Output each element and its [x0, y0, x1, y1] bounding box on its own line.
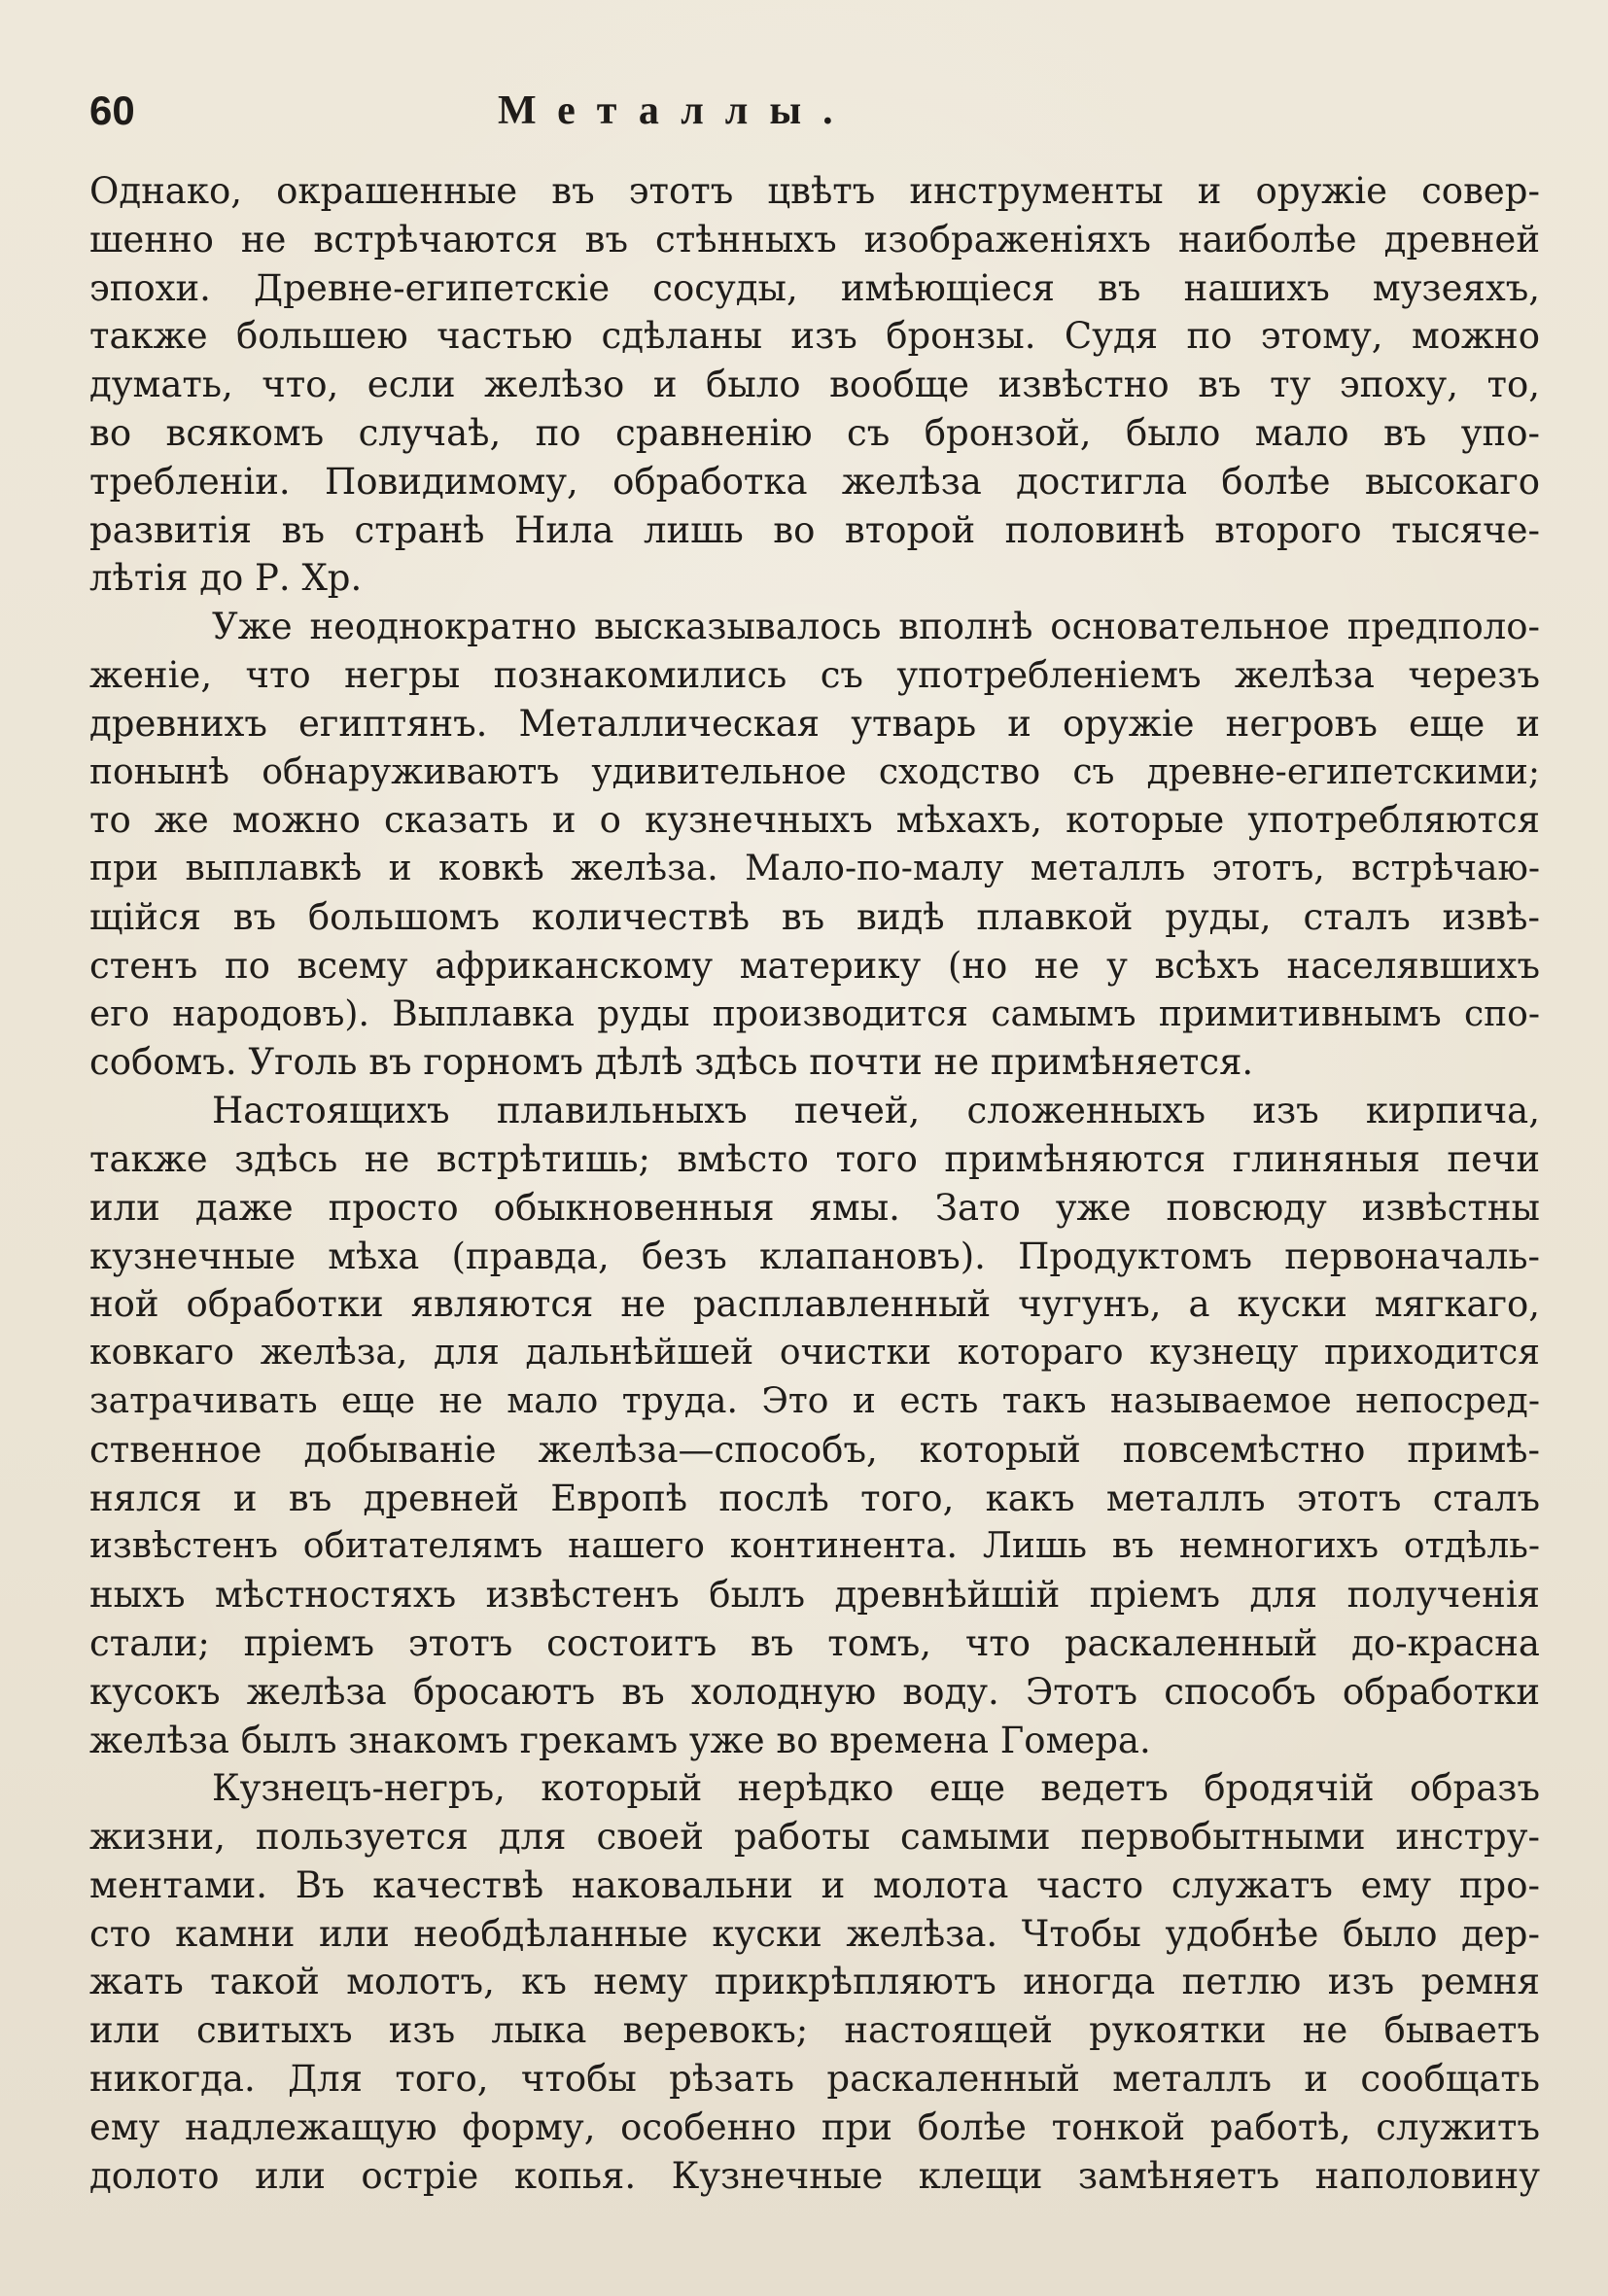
text-line: понынѣ обнаруживаютъ удивительное сходство съ древне-египетскими; — [89, 751, 1540, 792]
text-line: никогда. Для того, чтобы рѣзать раскаленный металлъ и сообщать — [89, 2058, 1540, 2101]
text-line: или свитыхъ изъ лыка веревокъ; настоящей рукоятки не бываетъ — [89, 2009, 1540, 2052]
text-line: ной обработки являются не расплавленный чугунъ, а куски мягкаго, — [89, 1283, 1540, 1326]
running-title: Металлы. — [498, 88, 855, 133]
text-line: также большею частью сдѣланы изъ бронзы. Судя по этому, можно — [89, 315, 1540, 358]
paragraph-first-line: Уже неоднократно высказывалось вполнѣ основательное предполо- — [212, 606, 1540, 648]
text-line: ныхъ мѣстностяхъ извѣстенъ былъ древнѣйшій пріемъ для полученія — [89, 1574, 1540, 1617]
text-line: ственное добываніе желѣза—способъ, который повсемѣстно примѣ- — [89, 1428, 1540, 1471]
text-line: кусокъ желѣза бросаютъ въ холодную воду. Этотъ способъ обработки — [89, 1670, 1540, 1713]
paragraph-first-line: Настоящихъ плавильныхъ печей, сложенныхъ изъ кирпича, — [212, 1090, 1540, 1132]
text-line: щійся въ большомъ количествѣ въ видѣ плавкой руды, сталъ извѣ- — [89, 895, 1540, 938]
text-line: при выплавкѣ и ковкѣ желѣза. Мало-по-малу металлъ этотъ, встрѣчаю- — [89, 849, 1540, 889]
text-line: развитія въ странѣ Нила лишь во второй половинѣ второго тысяче- — [89, 508, 1540, 551]
text-line: извѣстенъ обитателямъ нашего континента. Лишь въ немногихъ отдѣль- — [89, 1526, 1540, 1567]
text-line: ему надлежащую форму, особенно при болѣе тонкой работѣ, служитъ — [89, 2105, 1540, 2148]
text-line: древнихъ египтянъ. Металлическая утварь и оружіе негровъ еще и — [89, 702, 1540, 745]
text-line: то же можно сказать и о кузнечныхъ мѣхахъ, которые употребляются — [89, 799, 1540, 842]
text-line: нялся и въ древней Европѣ послѣ того, какъ металлъ этотъ сталъ — [89, 1477, 1540, 1519]
page-number: 60 — [89, 87, 135, 133]
text-line: жать такой молотъ, къ нему прикрѣпляютъ иногда петлю изъ ремня — [89, 1961, 1540, 2003]
body-text — [89, 167, 1540, 2200]
text-line: эпохи. Древне-египетскіе сосуды, имѣющіеся въ нашихъ музеяхъ, — [89, 266, 1540, 309]
text-line: лѣтія до Р. Хр. — [89, 557, 363, 600]
text-line: долото или остріе копья. Кузнечные клещи замѣняетъ наполовину — [89, 2154, 1540, 2197]
text-line: жизни, пользуется для своей работы самыми первобытными инстру- — [89, 1816, 1540, 1859]
text-line: стенъ по всему африканскому материку (но не у всѣхъ населявшихъ — [89, 944, 1540, 987]
text-line: затрачивать еще не мало труда. Это и есть такъ называемое непосред- — [89, 1380, 1540, 1421]
text-line: желѣза былъ знакомъ грекамъ уже во времена Гомера. — [89, 1719, 1151, 1761]
text-line: во всякомъ случаѣ, по сравненію съ бронзой, было мало въ упо- — [89, 411, 1540, 454]
text-line: ментами. Въ качествѣ наковальни и молота часто служатъ ему про- — [89, 1863, 1540, 1906]
page-header — [89, 84, 1519, 142]
text-line: собомъ. Уголь въ горномъ дѣлѣ здѣсь почти не примѣняется. — [89, 1041, 1254, 1084]
text-line: кузнечные мѣха (правда, безъ клапановъ). Продуктомъ первоначаль- — [89, 1235, 1540, 1277]
paragraph-first-line: Кузнецъ-негръ, который нерѣдко еще ведетъ бродячій образъ — [212, 1767, 1540, 1810]
text-line: думать, что, если желѣзо и было вообще извѣстно въ ту эпоху, то, — [89, 364, 1540, 406]
text-line: ковкаго желѣза, для дальнѣйшей очистки котораго кузнецу приходится — [89, 1333, 1540, 1374]
text-line: сто камни или необдѣланные куски желѣза. Чтобы удобнѣе было дер- — [89, 1912, 1540, 1955]
text-line: стали; пріемъ этотъ состоитъ въ томъ, что раскаленный до-красна — [89, 1621, 1540, 1664]
text-line: также здѣсь не встрѣтишь; вмѣсто того примѣняются глиняныя печи — [89, 1137, 1540, 1180]
text-line: женіе, что негры познакомились съ употребленіемъ желѣза черезъ — [89, 653, 1540, 696]
text-line: или даже просто обыкновенныя ямы. Зато уже повсюду извѣстны — [89, 1186, 1540, 1229]
text-line: требленіи. Повидимому, обработка желѣза достигла болѣе высокаго — [89, 460, 1540, 503]
text-line: его народовъ). Выплавка руды производится самымъ примитивнымъ спо- — [89, 993, 1540, 1034]
text-line: Однако, окрашенные въ этотъ цвѣтъ инструменты и оружіе совер- — [89, 170, 1540, 212]
text-line: шенно не встрѣчаются въ стѣнныхъ изображеніяхъ наиболѣе древней — [89, 218, 1540, 261]
